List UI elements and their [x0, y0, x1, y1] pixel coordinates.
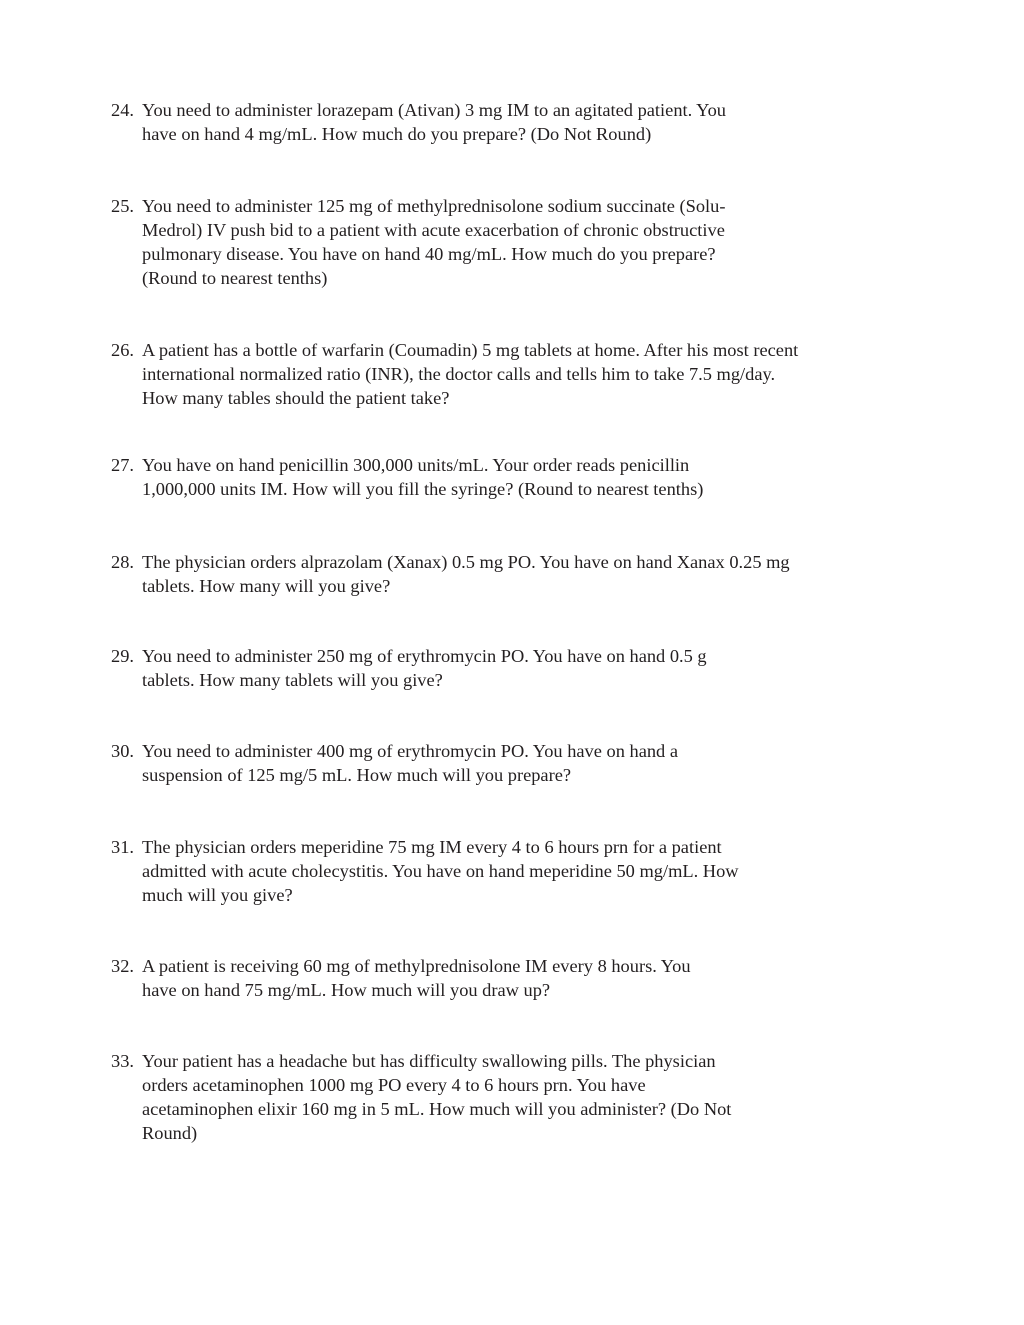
question-24	[111, 98, 911, 146]
question-text: much will you give?	[142, 885, 293, 905]
question-text: The physician orders meperidine 75 mg IM every 4 to 6 hours prn for a patient	[142, 837, 722, 857]
question-number: 24.	[111, 100, 134, 120]
question-number: 28.	[111, 552, 134, 572]
question-line	[111, 739, 911, 763]
question-line	[111, 338, 911, 362]
question-text: The physician orders alprazolam (Xanax) 0.5 mg PO. You have on hand Xanax 0.25 mg	[142, 552, 790, 572]
question-31	[111, 835, 911, 907]
question-number: 25.	[111, 196, 134, 216]
question-26	[111, 338, 911, 410]
question-30	[111, 739, 911, 787]
question-text: tablets. How many tablets will you give?	[142, 670, 443, 690]
question-number: 26.	[111, 340, 134, 360]
question-number: 32.	[111, 956, 134, 976]
question-number: 27.	[111, 455, 134, 475]
question-text: tablets. How many will you give?	[142, 576, 391, 596]
question-line	[111, 98, 911, 122]
question-line	[111, 954, 911, 978]
question-number: 33.	[111, 1051, 134, 1071]
question-32	[111, 954, 911, 1002]
question-text: 1,000,000 units IM. How will you fill the syringe? (Round to nearest tenths)	[142, 479, 704, 499]
question-text: acetaminophen elixir 160 mg in 5 mL. How much will you administer? (Do Not	[142, 1099, 732, 1119]
question-text: You need to administer 400 mg of erythromycin PO. You have on hand a	[142, 741, 679, 761]
question-29	[111, 644, 911, 692]
question-text: Your patient has a headache but has difficulty swallowing pills. The physician	[142, 1051, 716, 1071]
question-line	[111, 1049, 911, 1073]
question-line	[111, 194, 911, 218]
question-text: orders acetaminophen 1000 mg PO every 4 to 6 hours prn. You have	[142, 1075, 646, 1095]
question-28	[111, 550, 911, 598]
question-text: Medrol) IV push bid to a patient with acute exacerbation of chronic obstructive	[142, 220, 725, 240]
question-line	[111, 835, 911, 859]
question-text: pulmonary disease. You have on hand 40 mg/mL. How much do you prepare?	[142, 244, 716, 264]
question-line	[111, 453, 911, 477]
question-text: You have on hand penicillin 300,000 units/mL. Your order reads penicillin	[142, 455, 690, 475]
question-number: 29.	[111, 646, 134, 666]
question-text: have on hand 75 mg/mL. How much will you draw up?	[142, 980, 551, 1000]
question-text: A patient has a bottle of warfarin (Coumadin) 5 mg tablets at home. After his most recent	[142, 340, 799, 360]
question-text: You need to administer 125 mg of methylprednisolone sodium succinate (Solu-	[142, 196, 726, 216]
question-text: Round)	[142, 1123, 198, 1143]
question-27	[111, 453, 911, 501]
question-text: admitted with acute cholecystitis. You have on hand meperidine 50 mg/mL. How	[142, 861, 739, 881]
question-text: suspension of 125 mg/5 mL. How much will you prepare?	[142, 765, 572, 785]
question-line	[111, 644, 911, 668]
question-25	[111, 194, 911, 290]
question-number: 31.	[111, 837, 134, 857]
question-text: A patient is receiving 60 mg of methylprednisolone IM every 8 hours. You	[142, 956, 691, 976]
question-33	[111, 1049, 911, 1145]
question-text: have on hand 4 mg/mL. How much do you prepare? (Do Not Round)	[142, 124, 652, 144]
question-text: (Round to nearest tenths)	[142, 268, 328, 288]
question-text: You need to administer 250 mg of erythromycin PO. You have on hand 0.5 g	[142, 646, 707, 666]
question-text: You need to administer lorazepam (Ativan) 3 mg IM to an agitated patient. You	[142, 100, 726, 120]
question-line	[111, 550, 911, 574]
question-text: international normalized ratio (INR), the doctor calls and tells him to take 7.5 mg/day.	[142, 364, 776, 384]
question-text: How many tables should the patient take?	[142, 388, 450, 408]
question-number: 30.	[111, 741, 134, 761]
